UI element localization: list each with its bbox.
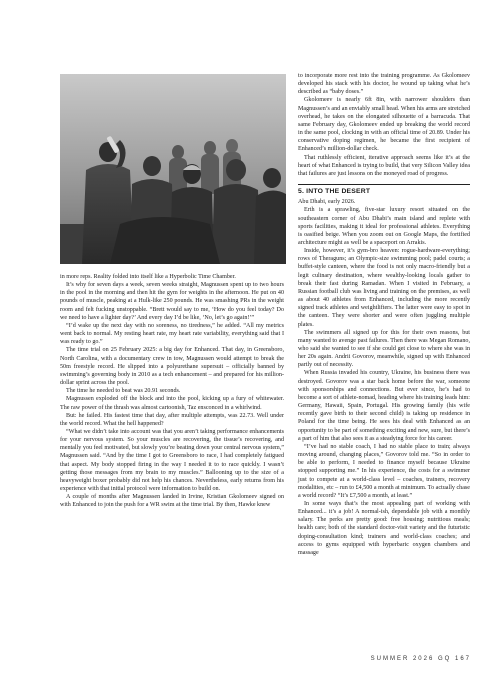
body-paragraph: in more reps. Reality folded into itself like a Hyperbolic Time Chamber. xyxy=(60,274,236,280)
body-paragraph: Gkolomeev is nearly 6ft 8in, with narrower shoulders than Magnussen’s and an enviably small head. When his arms are stretched overhead, he takes on the elongated silhouette of a barracuda. That same February day, Gkolomeev ended up breaking the world record in the same pool, clocking in with an official time of 20.89. Under his conservative doping regimen, he became the first recipient of Enhanced’s million-dollar check. xyxy=(298,97,470,153)
left-text-column xyxy=(60,273,284,510)
body-paragraph: It’s why for seven days a week, seven weeks straight, Magnussen spent up to two hours in the pool in the morning and then hit the gym for weights in the afternoon. He put on 40 pounds of muscle, peaking at a Hulk-like 250 pounds. He was smashing PRs in the weight room and felt fucking unstoppable. “Brett would say to me, ‘How do you feel today? Do we need to have a lighter day?’ And every day I’d be like, ‘No, let’s go again!’” xyxy=(60,282,284,321)
body-paragraph: “I’ve had no stable coach, I had no stable place to train; always moving around, changing places,” Govorov told me. “So in order to be able to perform, I needed to finance myself because Ukraine stopped supporting me.” In his experience, the costs for a swimmer just to compete at a world-class level – coaches, trainers, recovery modalities, etc – run to £4,500 a month at minimum. To actually chase a world record? “It’s £7,500 a month, at least.” xyxy=(298,443,470,499)
body-paragraph: When Russia invaded his country, Ukraine, his business there was destroyed. Govorov was a star back home before the war, someone with sponsorships and connections. But ever since, he’s had to become a sort of athlete-nomad, heading where his training leads him: Germany, Hawaii, Spain, Portugal. His growing family (his wife recently gave birth to their second child) is taking up residence in Poland for the time being. He sees his deal with Enhanced as an opportunity to be part of something exciting and new, sure, but there’s a part of him that also sees it as a steadying force for his career. xyxy=(298,370,470,442)
body-paragraph: “What we didn’t take into account was that you aren’t taking performance enhancements for your nervous system. So your muscles are recovering, the tissue’s recovering, and mentally you feel motivated, but slowly you’re beating down your central nervous system,” Magnussen said. “And by the time I got to Greensboro to race, I had completely fatigued that aspect. My body stopped firing in the way I needed it to to race quickly. I wasn’t getting those messages from my brain to my muscles.” Ballooning up to the size of a heavyweight boxer probably did not help his chances. Nevertheless, early returns from his experience with that initial protocol were information to build on. xyxy=(60,428,284,493)
page-footer: SUMMER 2026 GQ 167 xyxy=(370,656,471,662)
body-paragraph: “I’d wake up the next day with no soreness, no tiredness,” he added. “All my metrics went back to normal. My resting heart rate, my heart rate variability, everything said that I was ready to go.” xyxy=(60,322,284,346)
body-paragraph: Erth is a sprawling, five-star luxury resort situated on the southeastern corner of Abu Dhabi’s main island and replete with sports facilities, making it ideal for professional athletes. Everything is oasified beige. When you zoom out on Google Maps, the fortified architecture might as well be a spaceport on Arrakis. xyxy=(298,207,470,246)
body-paragraph: The swimmers all signed up for this for their own reasons, but many wanted to avenge past failures. Then there was Megan Romano, who said she wanted to see if she could get close to where she was in her 20s again. Andrii Govorov, meanwhile, signed up with Enhanced partly out of necessity. xyxy=(298,329,470,369)
swimmers-group-photo xyxy=(60,74,286,264)
section-heading: 5. INTO THE DESERT xyxy=(298,184,470,196)
body-paragraph: Inside, however, it’s gym-bro heaven: rogue-hardware-everything; rows of Theraguns; an Olympic-size swimming pool; padel courts; a buffet-style canteen, where the food is not only macro-friendly but a legit culinary destination, where wealthy-looking locals gather to break their fast during Ramadan. When I visited in February, a Russian football club was living and training on the premises, as well as about 40 athletes from Enhanced, including the more recently signed track athletes and weightlifters. The latter were easy to spot in the canteen. They were shorter and were often juggling multiple plates. xyxy=(298,248,470,328)
body-paragraph: The time he needed to beat was 20.91 seconds. xyxy=(66,388,181,395)
body-paragraph: The time trial on 25 February 2025: a big day for Enhanced. That day, in Greensboro, North Carolina, with a documentary crew in tow, Magnussen would attempt to break the 50m freestyle record. He slipped into a polyurethane supersuit – officially banned by swimming’s governing body in 2010 as a tech enhancement – and prepared for his million-dollar sprint across the pool. xyxy=(60,347,284,387)
body-paragraph: Magnussen exploded off the block and into the pool, kicking up a fury of whitewater. The raw power of the thrash was almost cartoonish, Taz ensconced in a whirlwind. xyxy=(60,396,284,411)
right-text-column xyxy=(298,72,470,557)
body-paragraph: to incorporate more rest into the training programme. As Gkolomeev developed his stack with his doctor, he wound up taking what he’s described as “baby doses.” xyxy=(298,73,470,96)
body-paragraph: But: he failed. His fastest time that day, after multiple attempts, was 22.73. Well under the world record. What the hell happened? xyxy=(60,412,284,427)
body-paragraph: A couple of months after Magnussen landed in Irvine, Kristian Gkolomeev signed on with Enhanced to join the push for a WR swim at the time trial. By then, Hawke knew xyxy=(60,494,284,509)
body-paragraph: Abu Dhabi, early 2026. xyxy=(298,199,356,206)
body-paragraph: In some ways that’s the most appealing part of working with Enhanced... it’s a job! A normal-ish, dependable job with a monthly salary. The perks are pretty good: free housing; nutritious meals; health care; both of the standard doctor-visit variety and the futuristic doping-consultation kind; trainers and world-class coaches; and access to gyms equipped with hyperbaric oxygen chambers and massage xyxy=(298,500,470,556)
body-paragraph: That ruthlessly efficient, iterative approach seems like it’s at the heart of what Enhanced is trying to build, that very Silicon Valley idea that failures are just lessons on the moneyed road of progress. xyxy=(298,154,470,177)
